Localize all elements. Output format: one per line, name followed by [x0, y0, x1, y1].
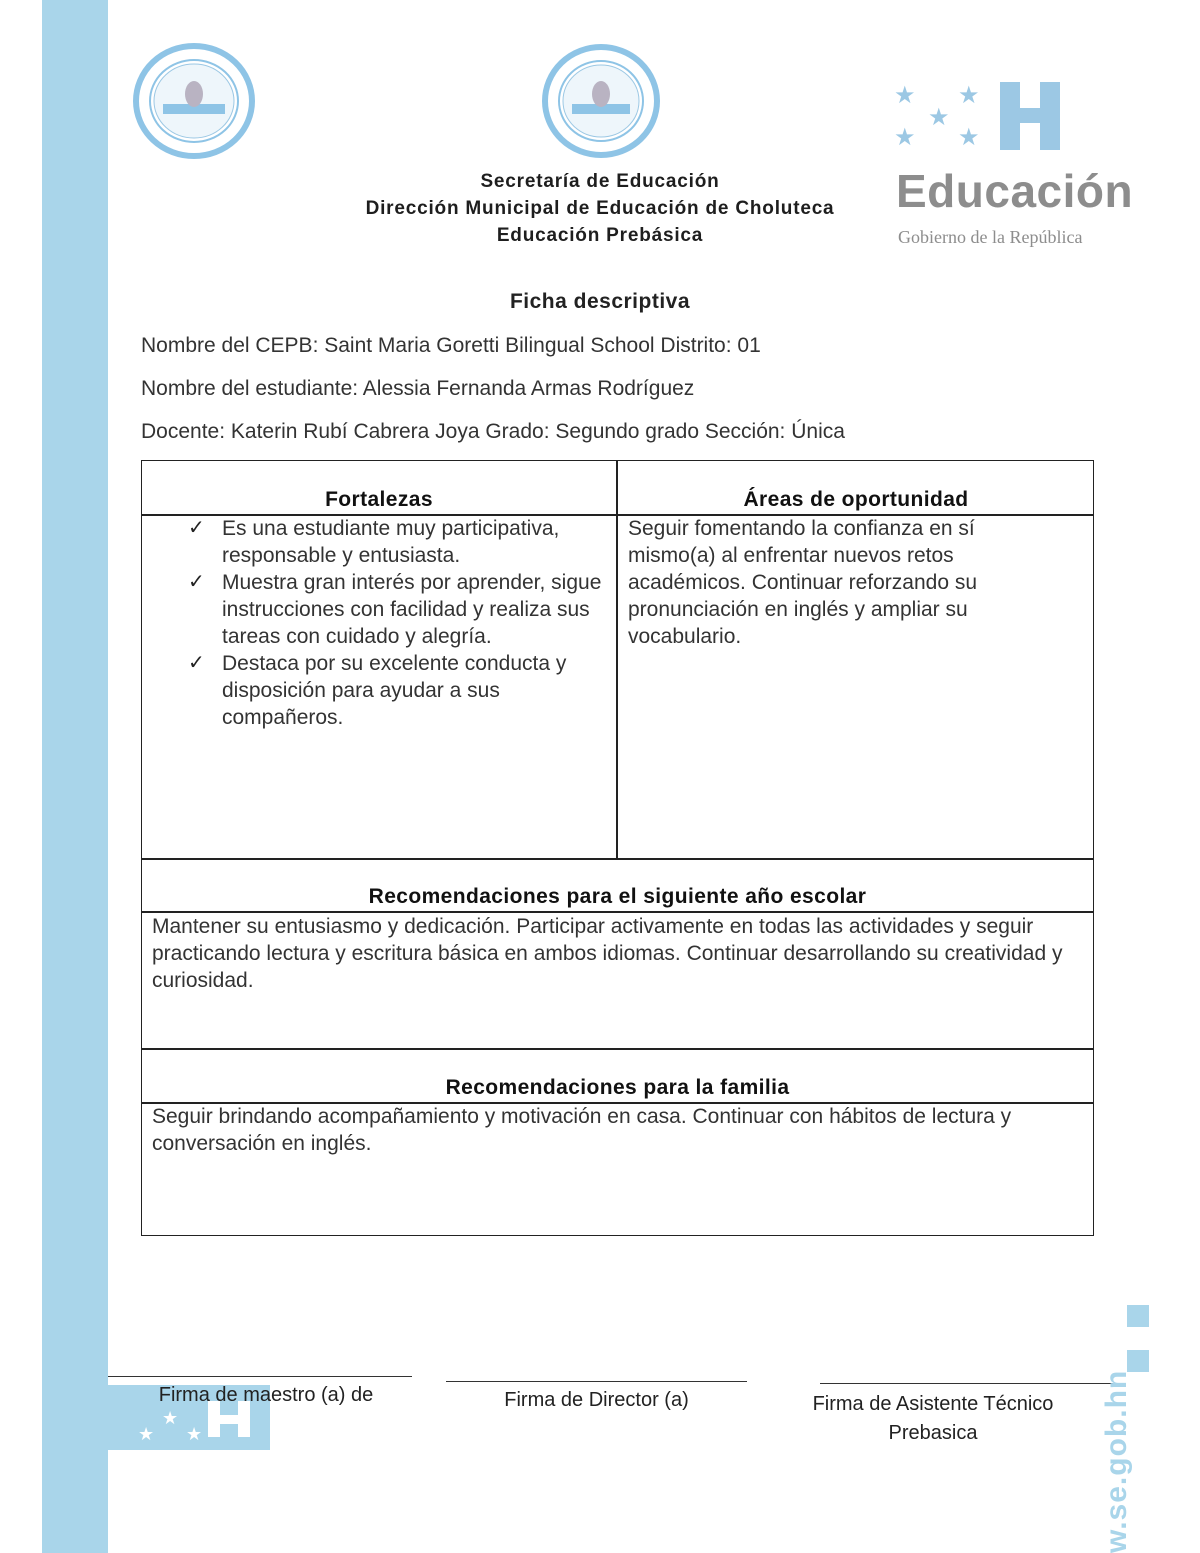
assistant-label-line-1: Firma de Asistente Técnico — [812, 1393, 1054, 1415]
star-icon: ★ — [162, 1408, 179, 1428]
header-line-1: Secretaría de Educación — [480, 171, 720, 192]
family-cell: Seguir brindando acompañamiento y motivación en casa. Continuar con hábitos de lectura y conversación en inglés. — [152, 1105, 1012, 1155]
list-item — [188, 650, 608, 731]
strengths-list — [188, 515, 608, 731]
logo-tagline: Gobierno de la República — [898, 227, 1083, 247]
strength-text: Destaca por su excelente conducta y disposición para ayudar a sus compañeros. — [222, 652, 567, 729]
checkmark-icon: ✓ — [188, 571, 205, 593]
star-icon: ★ — [138, 1424, 155, 1444]
list-item — [188, 515, 608, 569]
strength-text: Es una estudiante muy participativa, responsable y entusiasta. — [222, 517, 560, 567]
opportunities-cell: Seguir fomentando la confianza en sí mismo(a) al enfrentar nuevos retos académicos. Continuar reforzando su pronunciación en inglés y ampliar su vocabulario. — [628, 517, 978, 648]
assistant-signature-label — [790, 1390, 1076, 1448]
header-line-2: Dirección Municipal de Educación de Choluteca — [365, 198, 835, 219]
family-header: Recomendaciones para la familia — [445, 1076, 790, 1099]
strength-text: Muestra gran interés por aprender, sigue instrucciones con facilidad y realiza sus tareas con cuidado y alegría. — [222, 571, 602, 648]
strengths-cell — [188, 515, 608, 731]
checkmark-icon: ✓ — [188, 517, 205, 539]
footer-url: w.se.gob.hn — [1100, 1369, 1133, 1553]
page-title: Ficha descriptiva — [509, 290, 691, 313]
column-divider — [616, 461, 618, 859]
star-icon: ★ — [958, 124, 980, 151]
district-seal-logo — [133, 42, 255, 160]
school-info: Nombre del CEPB: Saint Maria Goretti Bilingual School Distrito: 01 — [141, 334, 761, 357]
row-divider — [142, 1048, 1093, 1050]
decor-square — [1127, 1305, 1149, 1327]
logo-wordmark: Educación — [896, 165, 1134, 217]
star-icon: ★ — [928, 104, 950, 131]
list-item — [188, 569, 608, 650]
star-icon: ★ — [958, 82, 980, 109]
star-icon: ★ — [186, 1424, 203, 1444]
header-line-3: Educación Prebásica — [496, 225, 704, 246]
next-year-header: Recomendaciones para el siguiente año escolar — [368, 885, 867, 908]
strengths-header: Fortalezas — [325, 488, 433, 511]
star-icon: ★ — [894, 124, 916, 151]
checkmark-icon: ✓ — [188, 652, 205, 674]
director-signature-label: Firma de Director (a) — [504, 1389, 689, 1411]
decor-square — [1127, 1350, 1149, 1372]
teacher-signature-line — [108, 1376, 412, 1377]
next-year-cell: Mantener su entusiasmo y dedicación. Participar activamente en todas las actividades y seguir practicando lectura y escritura básica en ambos idiomas. Continuar desarrollando su creatividad y curiosidad. — [152, 915, 1063, 992]
evaluation-table — [141, 460, 1094, 1236]
assistant-signature-line — [820, 1383, 1122, 1384]
h-letter-icon — [996, 82, 1062, 150]
student-info: Nombre del estudiante: Alessia Fernanda Armas Rodríguez — [141, 377, 695, 400]
teacher-info: Docente: Katerin Rubí Cabrera Joya Grado: Segundo grado Sección: Única — [141, 420, 845, 443]
document-header — [300, 168, 900, 249]
teacher-signature-label: Firma de maestro (a) de — [158, 1384, 374, 1406]
education-brand-logo — [892, 82, 1162, 257]
row-divider — [142, 858, 1093, 860]
assistant-label-line-2: Prebasica — [888, 1422, 978, 1444]
municipal-seal-logo — [542, 44, 660, 159]
star-icon: ★ — [894, 82, 916, 109]
side-band — [42, 0, 108, 1553]
opportunities-header: Áreas de oportunidad — [743, 488, 969, 511]
director-signature-line — [446, 1381, 747, 1382]
